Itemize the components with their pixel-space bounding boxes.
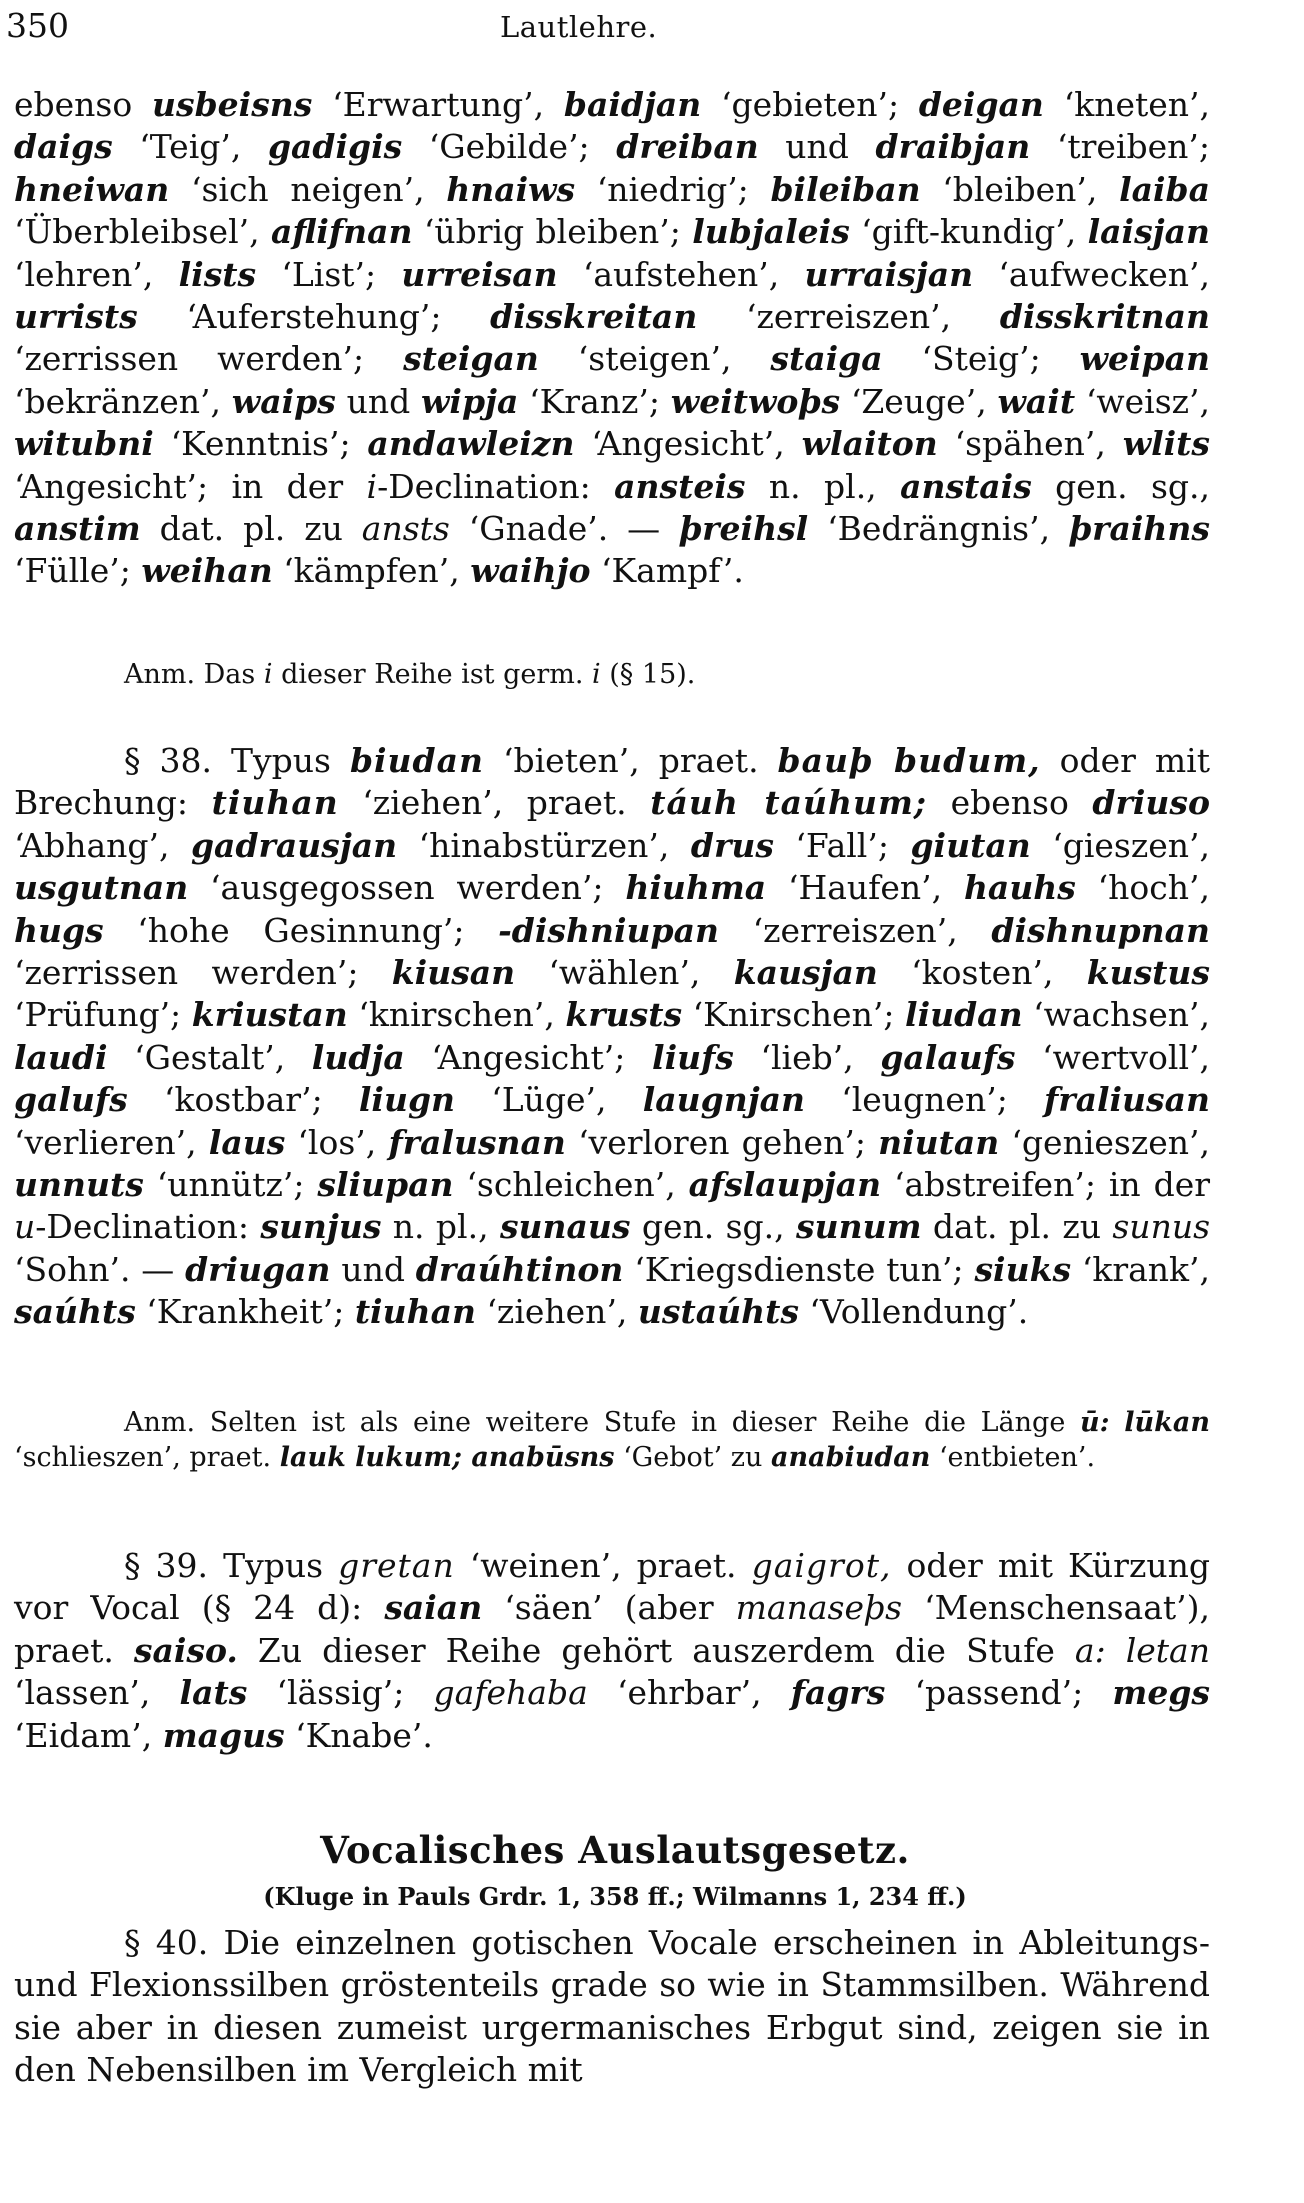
gothic-word: gadrausjan bbox=[190, 825, 398, 865]
gothic-word: disskreitan bbox=[490, 297, 698, 337]
gothic-word: driuso bbox=[1092, 783, 1210, 823]
gothic-word: andawleizn bbox=[367, 424, 575, 464]
gothic-word: unnuts bbox=[14, 1165, 144, 1205]
gothic-word: magus bbox=[162, 1715, 285, 1755]
gothic-word: weihan bbox=[141, 551, 273, 591]
gothic-word: saúhts bbox=[14, 1292, 136, 1332]
gothic-word: galaufs bbox=[880, 1037, 1016, 1077]
page-header bbox=[0, 6, 1230, 46]
gothic-word: fralusnan bbox=[388, 1122, 566, 1162]
gothic-word: galufs bbox=[14, 1080, 128, 1120]
gothic-word: sliupan bbox=[317, 1165, 454, 1205]
gothic-word: daigs bbox=[14, 127, 113, 167]
gothic-word: liufs bbox=[652, 1037, 734, 1077]
gothic-word: laugnjan bbox=[642, 1080, 806, 1120]
gothic-word: giutan bbox=[910, 825, 1031, 865]
gothic-word: draibjan bbox=[875, 127, 1031, 167]
gothic-word: sunus bbox=[1112, 1207, 1211, 1247]
gothic-word: laudi bbox=[14, 1037, 108, 1077]
gothic-word: þraihns bbox=[1069, 509, 1210, 549]
gothic-word: laiba bbox=[1119, 169, 1210, 209]
gothic-word: gretan bbox=[338, 1546, 455, 1585]
gothic-word: kausjan bbox=[733, 953, 878, 993]
gothic-word: aflifnan bbox=[271, 212, 413, 252]
gothic-word: saiso. bbox=[133, 1630, 238, 1670]
gothic-word: þreihsl bbox=[679, 509, 809, 549]
gothic-word: biudan bbox=[349, 741, 484, 780]
gothic-word: táuh taúhum; bbox=[650, 783, 928, 823]
note-anm-2: Anm. Selten ist als eine weitere Stufe in dieser Reihe die Länge ū: lūkan ‘schlieszen’, praet. lauk lukum; anabūsns ‘Gebot’ zu anabiudan ‘entbieten’. bbox=[14, 1407, 1210, 1473]
running-head: Lautlehre. bbox=[500, 10, 658, 44]
gothic-word: driugan bbox=[185, 1249, 331, 1289]
gothic-word: disskritnan bbox=[999, 297, 1210, 337]
gothic-word: tiuhan bbox=[354, 1292, 476, 1332]
gothic-word: waihjo bbox=[470, 551, 591, 591]
gothic-word: sunjus bbox=[260, 1207, 382, 1247]
gothic-word: urreisan bbox=[401, 254, 558, 294]
gothic-word: weitwoþs bbox=[670, 381, 841, 421]
gothic-word: tiuhan bbox=[211, 783, 339, 823]
gothic-word: hnaiws bbox=[446, 169, 576, 209]
section-number: § 39. bbox=[124, 1546, 209, 1585]
gothic-word: hugs bbox=[14, 910, 104, 950]
gothic-word: lats bbox=[179, 1673, 248, 1713]
gothic-word: bauþ budum, bbox=[777, 741, 1041, 780]
gothic-word: liugn bbox=[358, 1080, 456, 1120]
gothic-word: urraisjan bbox=[804, 254, 974, 294]
gothic-word: wlits bbox=[1122, 424, 1210, 464]
gothic-word: niutan bbox=[878, 1122, 1000, 1162]
inline-italic: i bbox=[366, 466, 378, 506]
gothic-word: urrists bbox=[14, 297, 138, 337]
gothic-word: dreiban bbox=[616, 127, 759, 167]
gothic-word: draúhtinon bbox=[415, 1249, 624, 1289]
inline-italic: u bbox=[14, 1207, 36, 1247]
gothic-word: saian bbox=[384, 1588, 483, 1628]
gothic-word: laus bbox=[208, 1122, 286, 1162]
section-number: § 38. bbox=[124, 741, 212, 780]
gothic-word: krusts bbox=[565, 995, 683, 1035]
gothic-word: wait bbox=[997, 381, 1076, 421]
gothic-word: sunaus bbox=[499, 1207, 631, 1247]
gothic-word: hiuhma bbox=[625, 868, 767, 908]
gothic-word: gafehaba bbox=[433, 1673, 588, 1713]
gothic-word: ansteis bbox=[614, 466, 746, 506]
gothic-word: laisjan bbox=[1087, 212, 1210, 252]
gothic-word: hauhs bbox=[963, 868, 1076, 908]
paragraph-ei-series: ebenso usbeisns ‘Erwartung’, baidjan ‘gebieten’; deigan ‘kneten’, daigs ‘Teig’, gadigis ‘Gebilde’; dreiban und draibjan ‘treiben’; hneiwan ‘sich neigen’, hnaiws ‘niedrig’; bileiban ‘bleiben’, laiba ‘Überbleibsel’, aflifnan ‘übrig bleiben’; lubjaleis ‘gift-kundig’, laisjan ‘lehren’, lists ‘List’; urreisan ‘aufstehen’, urraisjan ‘aufwecken’, urrists ‘Auferstehung’; disskreitan ‘zerreiszen’, disskritnan ‘zerrissen werden’; steigan ‘steigen’, staiga ‘Steig’; weipan ‘bekränzen’, waips und wipja ‘Kranz’; weitwoþs ‘Zeuge’, wait ‘weisz’, witubni ‘Kenntnis’; andawleizn ‘Angesicht’, wlaiton ‘spähen’, wlits ‘Angesicht’; in der i-Declination: ansteis n. pl., anstais gen. sg., anstim dat. pl. zu ansts ‘Gnade’. — þreihsl ‘Bedrängnis’, þraihns ‘Fülle’; weihan ‘kämpfen’, waihjo ‘Kampf’. bbox=[14, 85, 1211, 591]
section-heading: Vocalisches Auslautsgesetz. bbox=[320, 1828, 910, 1872]
gothic-word: -dishniupan bbox=[498, 910, 719, 950]
gothic-word: anstais bbox=[900, 466, 1032, 506]
gothic-word: kiusan bbox=[391, 953, 516, 993]
gothic-word: witubni bbox=[14, 424, 154, 464]
gothic-word: wlaiton bbox=[801, 424, 938, 464]
gothic-word: anstim bbox=[14, 509, 141, 549]
gothic-word: a: letan bbox=[1074, 1630, 1210, 1670]
section-number: § 40. bbox=[124, 1923, 209, 1962]
gothic-word: afslaupjan bbox=[688, 1165, 882, 1205]
gothic-word: staiga bbox=[770, 339, 883, 379]
gothic-word: manaseþs bbox=[735, 1588, 903, 1628]
paragraph-40: § 40. Die einzelnen gotischen Vocale erscheinen in Ableitungs- und Flexionssilben gröstenteils grade so wie in Stammsilben. Während sie aber in diesen zumeist urgermanisches Erbgut sind, zeigen sie in den Nebensilben im Vergleich mit bbox=[14, 1923, 1210, 2090]
gothic-word: lubjaleis bbox=[692, 212, 850, 252]
gothic-word: usgutnan bbox=[14, 868, 189, 908]
gothic-word: wipja bbox=[421, 381, 519, 421]
gothic-word: megs bbox=[1112, 1673, 1210, 1713]
gothic-word: fagrs bbox=[790, 1673, 886, 1713]
gothic-word: gadigis bbox=[267, 127, 403, 167]
gothic-word: steigan bbox=[403, 339, 539, 379]
page-number: 350 bbox=[6, 6, 69, 45]
gothic-word: kriustan bbox=[191, 995, 348, 1035]
gothic-word: baidjan bbox=[563, 85, 702, 124]
gothic-word: siuks bbox=[974, 1249, 1072, 1289]
gothic-word: sunum bbox=[796, 1207, 922, 1247]
note-anm-1: Anm. Das i dieser Reihe ist germ. i (§ 15). bbox=[124, 659, 696, 690]
paragraph-38: § 38. Typus biudan ‘bieten’, praet. bauþ budum, oder mit Brechung: tiuhan ‘ziehen’, praet. táuh taúhum; ebenso driuso ‘Abhang’, gadrausjan ‘hinabstürzen’, drus ‘Fall’; giutan ‘gieszen’, usgutnan ‘ausgegossen werden’; hiuhma ‘Haufen’, hauhs ‘hoch’, hugs ‘hohe Gesinnung’; -dishniupan ‘zerreiszen’, dishnupnan ‘zerrissen werden’; kiusan ‘wählen’, kausjan ‘kosten’, kustus ‘Prüfung’; kriustan ‘knirschen’, krusts ‘Knirschen’; liudan ‘wachsen’, laudi ‘Gestalt’, ludja ‘Angesicht’; liufs ‘lieb’, galaufs ‘wertvoll’, galufs ‘kostbar’; liugn ‘Lüge’, laugnjan ‘leugnen’; fraliusan ‘verlieren’, laus ‘los’, fralusnan ‘verloren gehen’; niutan ‘genieszen’, unnuts ‘unnütz’; sliupan ‘schleichen’, afslaupjan ‘abstreifen’; in der u-Declination: sunjus n. pl., sunaus gen. sg., sunum dat. pl. zu sunus ‘Sohn’. — driugan und draúhtinon ‘Kriegsdienste tun’; siuks ‘krank’, saúhts ‘Krankheit’; tiuhan ‘ziehen’, ustaúhts ‘Vollendung’. bbox=[14, 741, 1211, 1332]
gothic-word: gaigrot, bbox=[751, 1546, 892, 1585]
gothic-word: deigan bbox=[918, 85, 1044, 124]
gothic-word: weipan bbox=[1079, 339, 1210, 379]
gothic-word: drus bbox=[690, 825, 774, 865]
gothic-word: ustaúhts bbox=[637, 1292, 799, 1332]
gothic-word: kustus bbox=[1086, 953, 1210, 993]
section-references: (Kluge in Pauls Grdr. 1, 358 ff.; Wilmanns 1, 234 ff.) bbox=[263, 1882, 967, 1911]
gothic-word: waips bbox=[231, 381, 336, 421]
gothic-word: usbeisns bbox=[152, 85, 313, 124]
gothic-word: hneiwan bbox=[14, 169, 170, 209]
gothic-word: lists bbox=[178, 254, 257, 294]
gothic-word: bileiban bbox=[770, 169, 921, 209]
gothic-word: ansts bbox=[361, 509, 450, 549]
gothic-word: dishnupnan bbox=[991, 910, 1210, 950]
gothic-word: liudan bbox=[905, 995, 1023, 1035]
gothic-word: ludja bbox=[311, 1037, 405, 1077]
paragraph-39: § 39. Typus gretan ‘weinen’, praet. gaigrot, oder mit Kürzung vor Vocal (§ 24 d): saian ‘säen’ (aber manaseþs ‘Menschensaat’), praet. saiso. Zu dieser Reihe gehört auszerdem die Stufe a: letan ‘lassen’, lats ‘lässig’; gafehaba ‘ehrbar’, fagrs ‘passend’; megs ‘Eidam’, magus ‘Knabe’. bbox=[14, 1546, 1211, 1755]
gothic-word: fraliusan bbox=[1044, 1080, 1210, 1120]
